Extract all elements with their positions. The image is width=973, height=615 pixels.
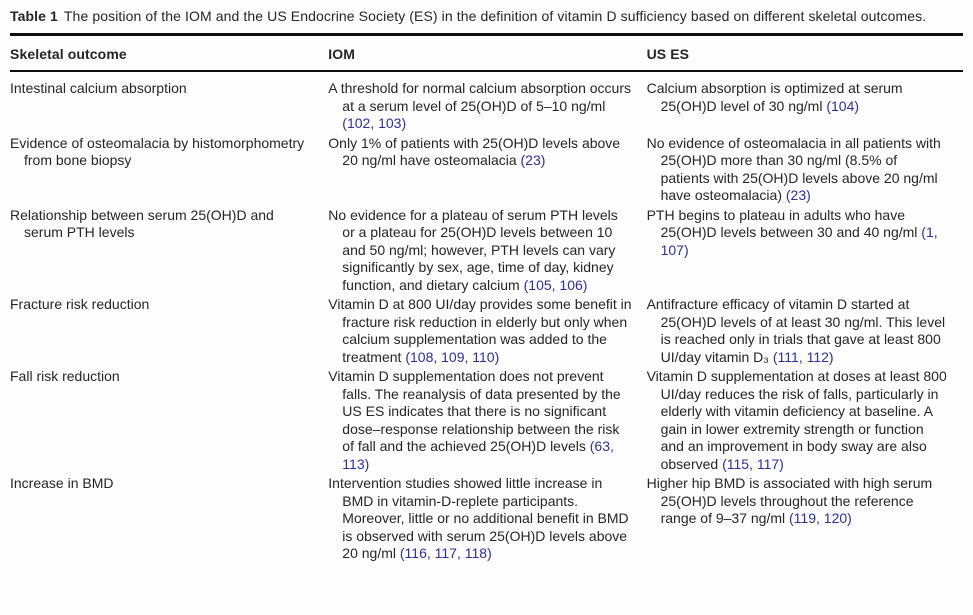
cell-skeletal-outcome [10, 135, 328, 207]
cell-iom [328, 475, 646, 565]
cell-skeletal-outcome [10, 296, 328, 368]
cell-us-es [647, 296, 963, 368]
table-header-row [10, 35, 963, 72]
citation-link[interactable]: (102, 103) [342, 115, 407, 131]
citation-link[interactable]: (108, 109, 110) [405, 348, 500, 365]
table-row [10, 207, 963, 297]
table-header [10, 35, 963, 72]
table-body [10, 71, 963, 565]
citation-link[interactable]: (111, 112) [772, 348, 834, 365]
column-header-iom: IOM [328, 35, 646, 72]
cell-text: A threshold for normal calcium absorption occurs at a serum level of 25(OH)D of 5–10 ng/ml (102, 103) [328, 80, 631, 131]
table-row [10, 475, 963, 565]
cell-iom [328, 296, 646, 368]
cell-skeletal-outcome [10, 207, 328, 297]
cell-text: Higher hip BMD is associated with high serum 25(OH)D levels throughout the reference range of 9–37 ng/ml (119, 120) [646, 475, 933, 526]
table-caption-label: Table 1 [10, 8, 58, 24]
citation-link[interactable]: (23) [520, 152, 546, 168]
citation-link[interactable]: (119, 120) [789, 510, 852, 526]
cell-text: No evidence of osteomalacia in all patients with 25(OH)D more than 30 ng/ml (8.5% of patients with 25(OH)D levels above 20 ng/ml have osteomalacia) (23) [646, 134, 941, 203]
cell-text: Vitamin D supplementation does not prevent falls. The reanalysis of data presented by the US ES indicates that there is no significant dose–response relationship between the risk of fall and the achieved 25(OH)D levels (63, 113) [328, 368, 621, 472]
table-row [10, 135, 963, 207]
cell-skeletal-outcome [10, 475, 328, 565]
cell-text: Vitamin D at 800 UI/day provides some benefit in fracture risk reduction in elderly but only when calcium supplementation was added to the treatment (108, 109, 110) [328, 296, 632, 365]
cell-text: PTH begins to plateau in adults who have 25(OH)D levels between 30 and 40 ng/ml (1, 107) [646, 206, 938, 258]
citation-link[interactable]: (104) [826, 97, 860, 114]
column-header-us-es: US ES [647, 35, 963, 72]
cell-skeletal-outcome [10, 368, 328, 475]
citation-link[interactable]: (105, 106) [523, 276, 588, 293]
table-row [10, 368, 963, 475]
cell-text: Intervention studies showed little increase in BMD in vitamin-D-replete participants. Moreover, little or no additional benefit in BMD is observed with serum 25(OH)D levels above 20 ng/ml (116, 117, 118) [328, 475, 629, 561]
table-row [10, 296, 963, 368]
table-caption [10, 8, 963, 24]
citation-link[interactable]: (1, 107) [660, 224, 938, 258]
vitamin-d-table [10, 33, 963, 565]
cell-us-es [647, 135, 963, 207]
cell-text: Relationship between serum 25(OH)D and serum PTH levels [10, 206, 274, 240]
cell-us-es [647, 368, 963, 475]
cell-us-es [647, 71, 963, 135]
cell-us-es [647, 207, 963, 297]
citation-link[interactable]: (115, 117) [722, 455, 784, 472]
cell-iom [328, 368, 646, 475]
table-caption-text: The position of the IOM and the US Endocrine Society (ES) in the definition of vitamin D sufficiency based on different skeletal outcomes. [63, 8, 927, 24]
cell-us-es [647, 475, 963, 565]
citation-link[interactable]: (23) [785, 187, 811, 203]
cell-text: Calcium absorption is optimized at serum 25(OH)D level of 30 ng/ml (104) [646, 80, 903, 114]
citation-link[interactable]: (116, 117, 118) [399, 545, 492, 561]
column-header-skeletal-outcome: Skeletal outcome [10, 35, 328, 72]
cell-iom [328, 135, 646, 207]
cell-text: Increase in BMD [10, 475, 114, 491]
cell-text: Only 1% of patients with 25(OH)D levels above 20 ng/ml have osteomalacia (23) [328, 134, 621, 168]
citation-link[interactable]: (63, 113) [342, 438, 614, 472]
cell-iom [328, 71, 646, 135]
cell-skeletal-outcome [10, 71, 328, 135]
table-row [10, 71, 963, 135]
cell-text: Fracture risk reduction [10, 296, 150, 312]
cell-text: Intestinal calcium absorption [10, 80, 187, 96]
cell-iom [328, 207, 646, 297]
cell-text: Antifracture efficacy of vitamin D started at 25(OH)D levels of at least 30 ng/ml. This level is reached only in trials that gave at least 800 UI/day vitamin D₃ (111, 112) [646, 296, 946, 365]
cell-text: Evidence of osteomalacia by histomorphometry from bone biopsy [10, 134, 305, 168]
cell-text: No evidence for a plateau of serum PTH levels or a plateau for 25(OH)D levels between 10 and 50 ng/ml; however, PTH levels can vary significantly by sex, age, time of day, kidney function, and dietary calcium (105, 106) [328, 206, 618, 293]
cell-text: Fall risk reduction [10, 368, 120, 384]
cell-text: Vitamin D supplementation at doses at least 800 UI/day reduces the risk of falls, particularly in elderly with vitamin deficiency at baseline. A gain in lower extremity strength or function and an improvement in body sway are also observed (115, 117) [646, 368, 947, 472]
